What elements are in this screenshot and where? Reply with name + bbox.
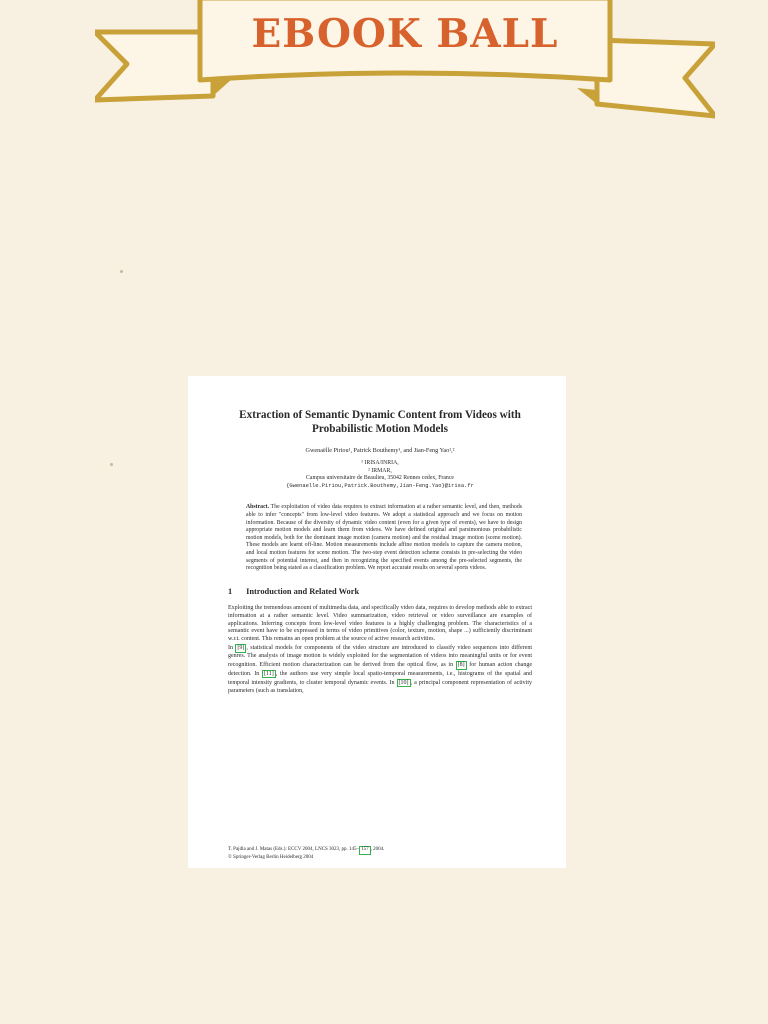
affiliation-2: ² IRMAR, [368, 467, 392, 474]
paragraph-2-text: , the authors use very simple local spatio-temporal measurements, i.e., histograms of the spatial and temporal intensity gradients, to cluster temporal dynamic events. In [228, 670, 532, 686]
footer-text: , 2004. [370, 847, 385, 852]
paper-title: Extraction of Semantic Dynamic Content from Videos with Probabilistic Motion Models [239, 409, 521, 435]
affiliation-1: ¹ IRISA/INRIA, [361, 460, 399, 466]
abstract-text: The exploitation of video data requires to extract information at a rather semantic level, and then, methods able to infer "concepts" from low-level video features. We adopt a statistical approach and we focus on motion information. Because of the diversity of dynamic video content (even for a given type of events), we have to design appropriate motion models and learn them from videos. We have defined original and parsimonious probabilistic motion models, both for the dominant image motion (camera motion) and the residual image motion (scene motion). These models are learnt off-line. Motion measurements include affine motion models to capture the camera motion, and local motion features for scene motion. The two-step event detection scheme consists in pre-selecting the video segments of potential interest, and then in recognizing the specified events among the pre-selected segments, the recognition being stated as a classification problem. We report accurate results on several sports videos. [246, 504, 522, 572]
speck [110, 463, 113, 466]
citation-link[interactable]: 157 [359, 846, 371, 855]
paper-authors: Gwenaëlle Piriou¹, Patrick Bouthemy¹, and Jian-Feng Yao¹,² [305, 447, 455, 454]
affiliation-address: Campus universitaire de Beaulieu, 35042 Rennes cedex, France [306, 475, 454, 482]
citation-link[interactable]: [8] [457, 662, 465, 669]
footer-text: T. Pajdla and J. Matas (Eds.): ECCV 2004, LNCS 3023, pp. 145– [228, 847, 360, 852]
speck [120, 270, 123, 273]
citation-link[interactable]: [9] [237, 645, 245, 652]
section-number: 1 [228, 586, 233, 596]
paragraph-2-text: for human action change detection. In [228, 662, 533, 677]
paragraph-2-text: , statistical models for components of the video structure are introduced to classify video sequences into different genres. The analysis of image motion is widely exploited for the segmentation of videos into meaningful units or for event recognition. Efficient motion characterization can be derived from the optical flow, as in [228, 645, 532, 669]
section-title: Introduction and Related Work [246, 586, 360, 596]
section-heading [228, 587, 532, 596]
paper-page [188, 376, 566, 868]
paragraph-2 [228, 644, 532, 695]
citation-link[interactable]: [11] [263, 670, 274, 677]
paragraph-1: Exploiting the tremendous amount of multimedia data, and specifically video data, requires to develop methods able to extract information at a rather semantic level. Video summarization, video retrieval or video surveillance are examples of applications. Inferring concepts from low-level video features is a highly challenging problem. The characteristics of a semantic event have to be expressed in terms of video primitives (color, texture, motion, shape ...) sufficiently discriminant w.r.t. content. This remains an open problem at the source of active research activities. [228, 604, 532, 643]
abstract [246, 504, 522, 572]
paragraph-2-text: In [228, 645, 233, 652]
page-footer [228, 846, 532, 861]
ebook-ball-banner [95, 0, 715, 122]
abstract-label: Abstract. [246, 504, 270, 511]
author-emails: {Gwenaelle.Piriou,Patrick.Bouthemy,Jian-Feng.Yao}@irisa.fr [286, 482, 474, 489]
banner-title: EBOOK BALL [251, 11, 559, 57]
paragraph-2-text: , a principal component representation of activity parameters (such as translation, [228, 679, 533, 694]
affiliations [228, 460, 532, 490]
body-text [228, 605, 532, 696]
footer-copyright: © Springer-Verlag Berlin Heidelberg 2004 [228, 854, 314, 860]
footer-citation [228, 846, 532, 855]
citation-link[interactable]: [10] [398, 679, 409, 686]
